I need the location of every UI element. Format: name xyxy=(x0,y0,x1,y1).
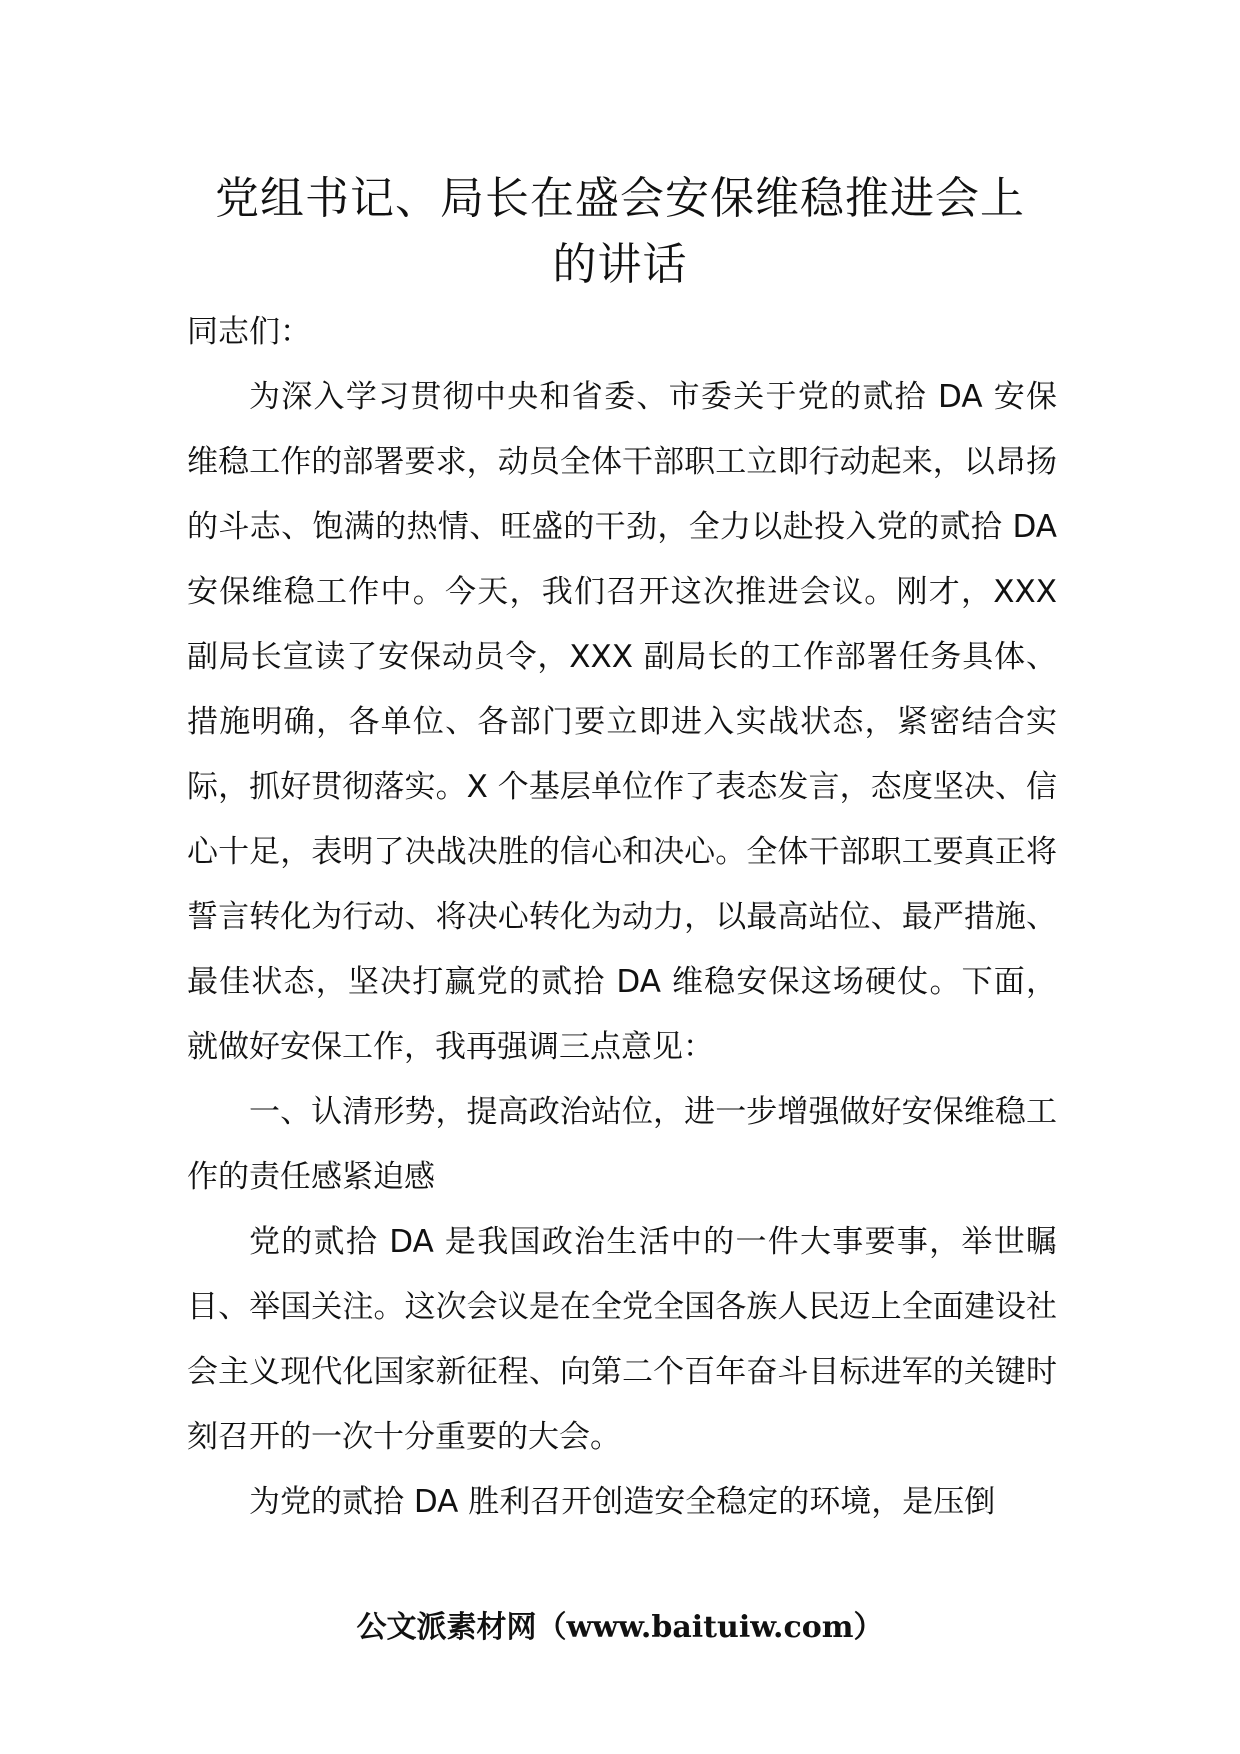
document-title-line-1: 党组书记、局长在盛会安保维稳推进会上 xyxy=(215,173,1025,224)
paragraph-section1-b: 为党的贰拾 DA 胜利召开创造安全稳定的环境，是压倒 xyxy=(249,1484,996,1520)
paragraph-section1-a: 党的贰拾 DA 是我国政治生活中的一件大事要事，举世瞩目、举国关注。这次会议是在全党全国各族人民迈上全面建设社会主义现代化国家新征程、向第二个百年奋斗目标进军的关键时刻召开的一次十分重要的大会。 xyxy=(187,1224,1057,1455)
paragraph-intro: 为深入学习贯彻中央和省委、市委关于党的贰拾 DA 安保维稳工作的部署要求，动员全体干部职工立即行动起来，以昂扬的斗志、饱满的热情、旺盛的干劲，全力以赴投入党的贰拾 DA 安保维稳工作中。今天，我们召开这次推进会议。刚才，XXX 副局长宣读了安保动员令，XXX 副局长的工作部署任务具体、措施明确，各单位、各部门要立即进入实战状态，紧密结合实际，抓好贯彻落实。X 个基层单位作了表态发言，态度坚决、信心十足，表明了决战决胜的信心和决心。全体干部职工要真正将誓言转化为行动、将决心转化为动力，以最高站位、最严措施、最佳状态，坚决打赢党的贰拾 DA 维稳安保这场硬仗。下面，就做好安保工作，我再强调三点意见： xyxy=(187,379,1057,1065)
document-title-line-2: 的讲话 xyxy=(552,239,688,290)
footer-watermark: 公文派素材网（www.baituiw.com） xyxy=(356,1610,884,1645)
document-body xyxy=(187,300,1057,1535)
section-heading-1: 一、认清形势，提高政治站位，进一步增强做好安保维稳工作的责任感紧迫感 xyxy=(187,1094,1057,1195)
salutation: 同志们： xyxy=(187,314,311,350)
